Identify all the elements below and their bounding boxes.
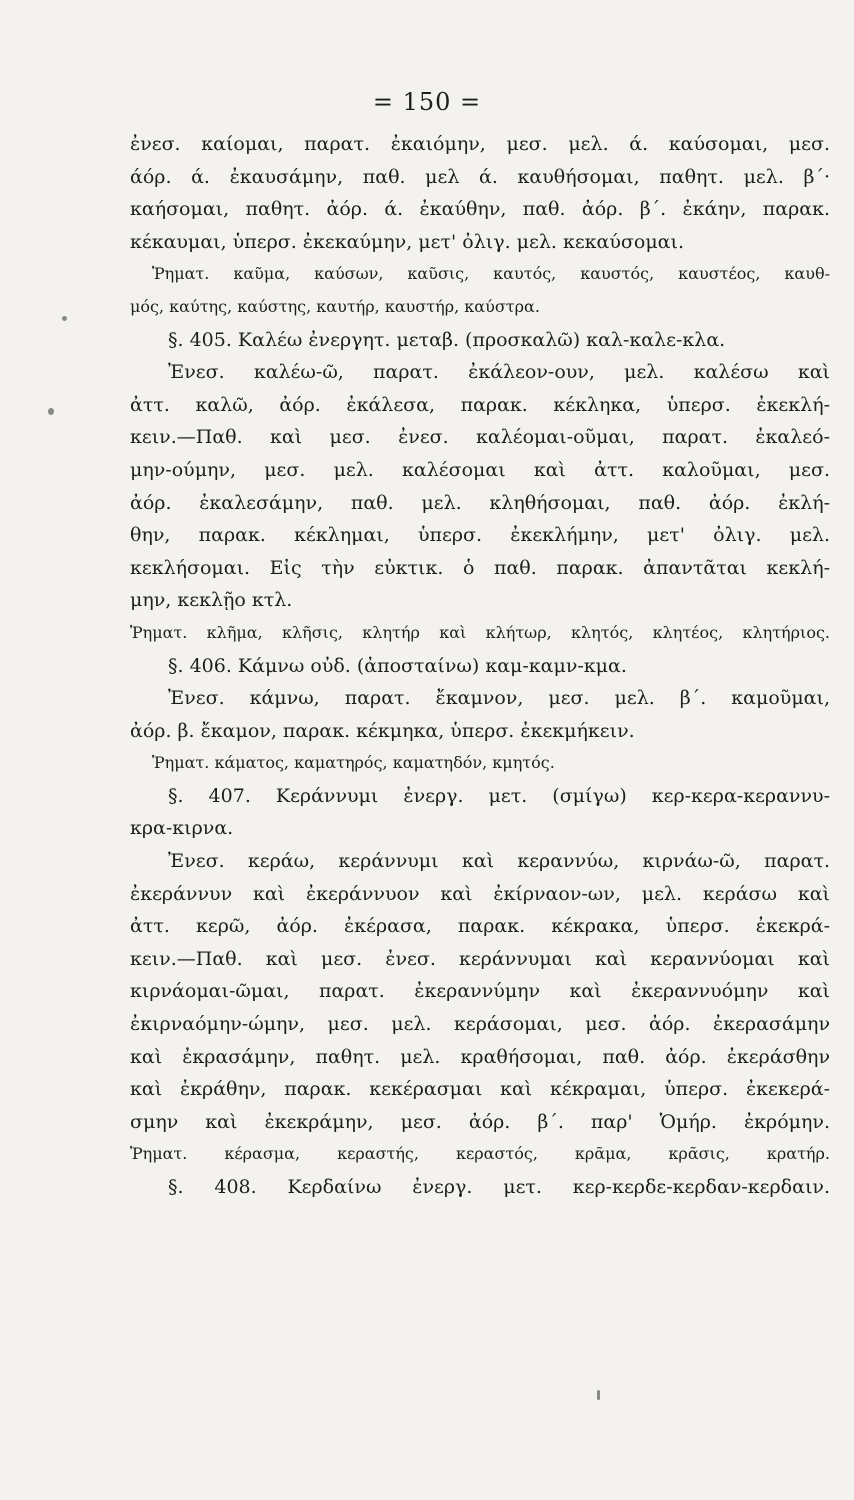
print-speck — [48, 408, 54, 415]
text-line: ἐκεράννυν καὶ ἐκεράννυον καὶ ἐκίρναον-ων, μελ. κεράσω καὶ — [130, 882, 830, 905]
print-speck — [62, 316, 67, 321]
text-line: σμην καὶ ἐκεκράμην, μεσ. ἀόρ. β΄. παρ' Ὁμήρ. ἐκρόμην. — [130, 1110, 830, 1133]
text-line: ἐνεσ. καίομαι, παρατ. ἐκαιόμην, μεσ. μελ. ά. καύσομαι, μεσ. — [130, 133, 830, 155]
text-line: ἀόρ. ἐκαλεσάμην, παθ. μελ. κληθήσομαι, παθ. ἀόρ. ἐκλή- — [130, 491, 830, 514]
text-line: §. 405. Καλέω ἐνεργητ. μεταβ. (προσκαλῶ) καλ-καλε-κλα. — [168, 328, 726, 351]
text-line: μην-ούμην, μεσ. μελ. καλέσομαι καὶ ἀττ. καλοῦμαι, μεσ. — [130, 458, 830, 481]
text-line: θην, παρακ. κέκλημαι, ὑπερσ. ἐκεκλήμην, μετ' ὀλιγ. μελ. — [130, 524, 830, 547]
text-line: άόρ. ά. ἐκαυσάμην, παθ. μελ ά. καυθήσομαι, παθητ. μελ. β΄· — [130, 165, 830, 188]
text-line: Ἐνεσ. καλέω-ῶ, παρατ. ἐκάλεον-ουν, μελ. καλέσω καὶ — [168, 361, 830, 384]
text-line: Ἐνεσ. κεράω, κεράννυμι καὶ κεραννύω, κιρνάω-ῶ, παρατ. — [168, 850, 830, 873]
page-number: = 150 = — [372, 88, 482, 116]
text-line: καήσομαι, παθητ. ἀόρ. ά. ἐκαύθην, παθ. ἀόρ. β΄. ἐκάην, παρακ. — [130, 198, 830, 221]
text-line: §. 408. Κερδαίνω ἐνεργ. μετ. κερ-κερδε-κερδαν-κερδαιν. — [168, 1176, 830, 1198]
text-line: ἀόρ. β. ἔκαμον, παρακ. κέκμηκα, ὑπερσ. ἐκεκμήκειν. — [130, 719, 635, 742]
print-speck — [597, 1390, 600, 1400]
text-line: κειν.—Παθ. καὶ μεσ. ἐνεσ. καλέομαι-οῦμαι, παρατ. ἐκαλεό- — [130, 426, 830, 449]
text-line: καὶ ἐκράθην, παρακ. κεκέρασμαι καὶ κέκραμαι, ὑπερσ. ἐκεκερά- — [130, 1078, 830, 1101]
text-line: ἐκιρναόμην-ώμην, μεσ. μελ. κεράσομαι, μεσ. ἀόρ. ἐκερασάμην — [130, 1013, 830, 1036]
text-line: §. 407. Κεράννυμι ἐνεργ. μετ. (σμίγω) κερ-κερα-κεραννυ- — [168, 784, 830, 807]
text-line: μην, κεκλῇο κτλ. — [130, 589, 293, 612]
text-line: ἀττ. καλῶ, ἀόρ. ἐκάλεσα, παρακ. κέκληκα, ὑπερσ. ἐκεκλή- — [130, 393, 830, 416]
text-line: §. 406. Κάμνω οὐδ. (ἀποσταίνω) καμ-καμν-κμα. — [168, 654, 627, 677]
text-line: ἀττ. κερῶ, ἀόρ. ἐκέρασα, παρακ. κέκρακα, ὑπερσ. ἐκεκρά- — [130, 915, 830, 938]
page-text — [130, 128, 830, 1204]
text-line: μός, καύτης, καύστης, καυτήρ, καυστήρ, καύστρα. — [130, 296, 540, 316]
text-line: κέκαυμαι, ὑπερσ. ἐκεκαύμην, μετ' ὀλιγ. μελ. κεκαύσομαι. — [130, 230, 685, 253]
text-line: Ῥηματ. κέρασμα, κεραστής, κεραστός, κρᾶμα, κρᾶσις, κρατήρ. — [130, 1144, 830, 1164]
text-line: κρα-κιρνα. — [130, 817, 234, 840]
text-line: Ῥηματ. κλῆμα, κλῆσις, κλητήρ καὶ κλήτωρ, κλητός, κλητέος, κλητήριος. — [130, 622, 830, 642]
text-line: Ἐνεσ. κάμνω, παρατ. ἔκαμνον, μεσ. μελ. β΄. καμοῦμαι, — [168, 687, 830, 710]
text-line: καὶ ἐκρασάμην, παθητ. μελ. κραθήσομαι, παθ. ἀόρ. ἐκεράσθην — [130, 1045, 830, 1068]
text-line: Ῥηματ. καῦμα, καύσων, καῦσις, καυτός, καυστός, καυστέος, καυθ- — [152, 264, 830, 284]
text-line: κειν.—Παθ. καὶ μεσ. ἐνεσ. κεράννυμαι καὶ κεραννύομαι καὶ — [130, 947, 830, 970]
text-line: κεκλήσομαι. Εἰς τὴν εὐκτικ. ὁ παθ. παρακ. ἀπαντᾶται κεκλή- — [130, 556, 830, 579]
text-line: Ῥηματ. κάματος, καματηρός, καματηδόν, κμητός. — [152, 753, 555, 773]
text-line: κιρνάομαι-ῶμαι, παρατ. ἐκεραννύμην καὶ ἐκεραννυόμην καὶ — [130, 980, 830, 1003]
